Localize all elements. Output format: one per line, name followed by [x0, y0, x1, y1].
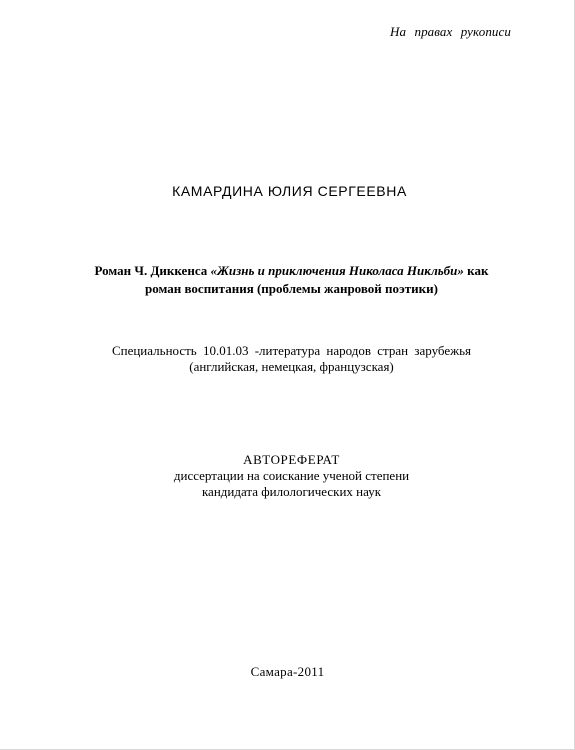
abstract-block	[4, 452, 575, 500]
manuscript-rights-note: На правах рукописи	[390, 24, 511, 39]
abstract-heading: АВТОРЕФЕРАТ	[243, 452, 340, 467]
title-suffix: как	[463, 263, 489, 278]
place-and-year: Самара-2011	[250, 664, 325, 679]
specialty-line-1: Специальность 10.01.03 -литература народов стран зарубежья	[111, 343, 472, 358]
dissertation-title	[4, 262, 575, 298]
abstract-line-1: диссертации на соискание ученой степени	[173, 468, 410, 483]
title-line-1	[4, 262, 575, 280]
specialty-block	[4, 343, 575, 375]
abstract-line-2: кандидата филологических наук	[201, 484, 382, 499]
title-quoted-novel: «Жизнь и приключения Николаса Никльби»	[210, 263, 464, 278]
title-line-2: роман воспитания (проблемы жанровой поэтики)	[145, 281, 438, 296]
specialty-line-2: (английская, немецкая, французская)	[189, 359, 394, 374]
title-prefix: Роман Ч. Диккенса	[94, 263, 211, 278]
author-name: КАМАРДИНА ЮЛИЯ СЕРГЕЕВНА	[172, 183, 407, 199]
